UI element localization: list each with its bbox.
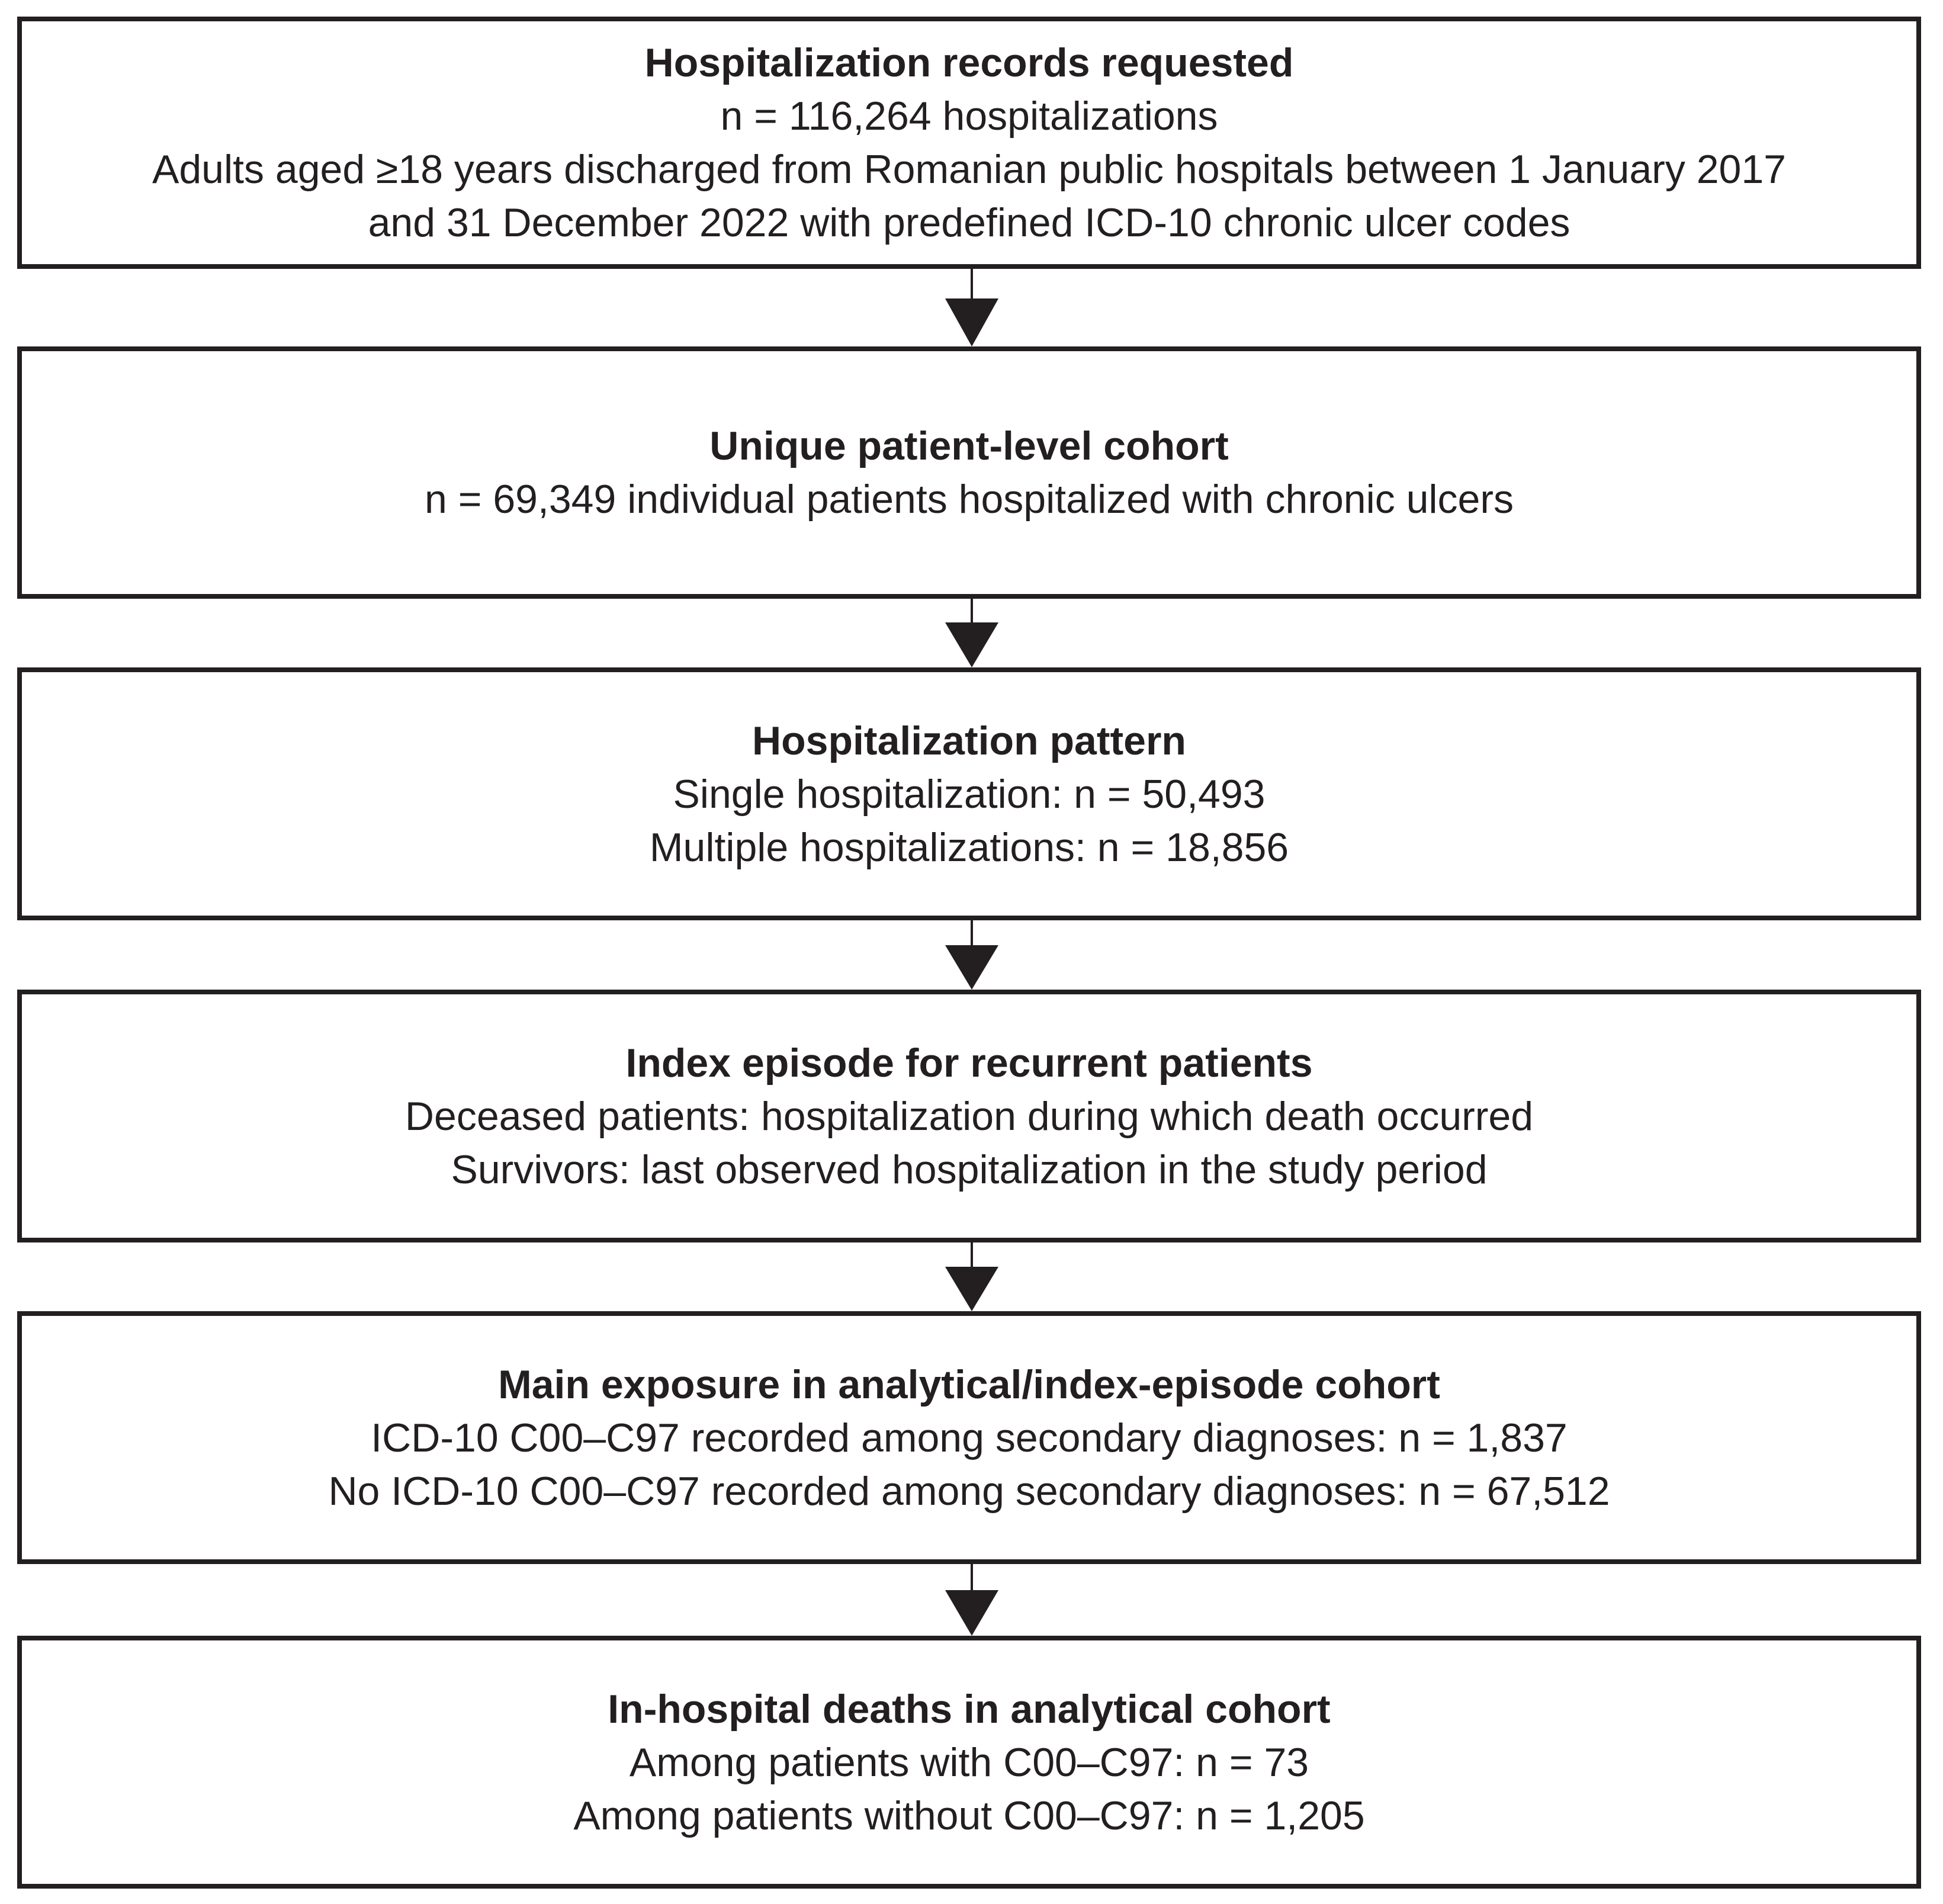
flow-arrow-down (945, 920, 998, 990)
flow-box-hospitalization-pattern (17, 667, 1921, 920)
box-line: Among patients with C00–C97: n = 73 (629, 1739, 1309, 1785)
box-title: Main exposure in analytical/index-episode cohort (498, 1362, 1440, 1407)
box-line: Among patients without C00–C97: n = 1,205 (573, 1793, 1365, 1838)
flow-arrow-down (945, 1564, 998, 1636)
box-title: Hospitalization pattern (752, 718, 1186, 763)
box-line: and 31 December 2022 with predefined ICD-10 chronic ulcer codes (368, 200, 1571, 245)
box-line: Single hospitalization: n = 50,493 (673, 771, 1266, 817)
flow-box-unique-patient-cohort (17, 346, 1921, 599)
flow-box-in-hospital-deaths (17, 1636, 1921, 1889)
box-line: n = 116,264 hospitalizations (720, 94, 1218, 139)
flow-arrow-down (945, 1242, 998, 1311)
flow-box-index-episode (17, 990, 1921, 1242)
box-title: Unique patient-level cohort (709, 423, 1229, 468)
box-line: Multiple hospitalizations: n = 18,856 (649, 824, 1289, 870)
box-line: Adults aged ≥18 years discharged from Romanian public hospitals between 1 January 2017 (152, 147, 1786, 192)
flow-box-main-exposure (17, 1311, 1921, 1564)
flow-arrow-down (945, 599, 998, 667)
box-line: Survivors: last observed hospitalization in the study period (451, 1147, 1488, 1192)
box-line: n = 69,349 individual patients hospitalized with chronic ulcers (425, 477, 1514, 522)
box-line: ICD-10 C00–C97 recorded among secondary diagnoses: n = 1,837 (371, 1415, 1568, 1460)
box-title: Hospitalization records requested (644, 40, 1294, 85)
box-line: No ICD-10 C00–C97 recorded among secondary diagnoses: n = 67,512 (328, 1468, 1610, 1514)
flow-arrow-down (945, 269, 998, 346)
box-title: Index episode for recurrent patients (625, 1040, 1313, 1086)
flow-box-records-requested (17, 17, 1921, 269)
box-line: Deceased patients: hospitalization during which death occurred (404, 1093, 1534, 1139)
box-title: In-hospital deaths in analytical cohort (608, 1686, 1331, 1732)
